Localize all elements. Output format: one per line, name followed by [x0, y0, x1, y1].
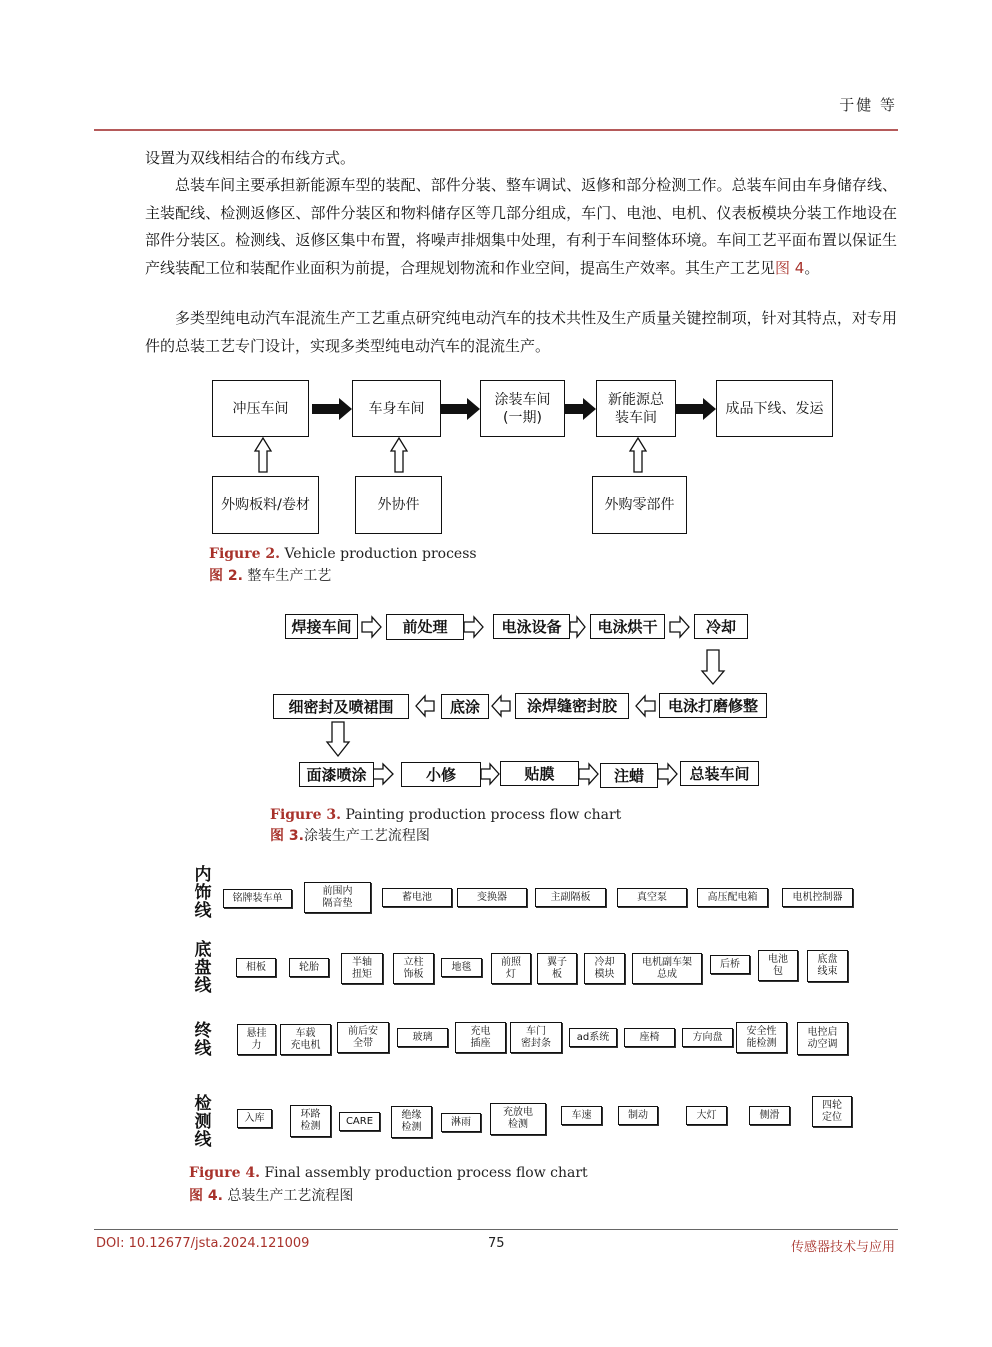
paragraph-3: 多类型纯电动汽车混流生产工艺重点研究纯电动汽车的技术共性及生产质量关键控制项，针对其特点，对专用件的总装工艺专门设计，实现多类型纯电动汽车的混流生产。	[145, 309, 897, 355]
thick-arrow-icon	[565, 398, 596, 420]
hollow-right-arrow-icon	[464, 617, 483, 637]
figure-3-label-zh: 图 3.	[270, 828, 304, 844]
flow-box-paint-shop: 涂装车间 (一期)	[480, 380, 565, 437]
flow-box-ev-assembly: 新能源总 装车间	[596, 380, 676, 437]
figure-4-caption-en-text: Final assembly production process flow chart	[264, 1165, 588, 1181]
assembly-item: 悬挂 力	[237, 1024, 276, 1055]
paint-step-ed-baking: 电泳烘干	[590, 614, 665, 639]
hollow-right-arrow-icon	[362, 617, 381, 637]
line-label-chassis: 底盘线	[194, 940, 212, 996]
figure-4-label-zh: 图 4.	[189, 1188, 223, 1204]
hollow-left-arrow-icon	[416, 696, 434, 716]
figure-4-caption-zh	[189, 1185, 353, 1205]
figure-2-caption-zh-text: 整车生产工艺	[247, 568, 332, 584]
figure-4-caption-en	[189, 1165, 588, 1181]
flow-box-outsourced-parts: 外协件	[355, 476, 442, 534]
hollow-right-arrow-icon	[481, 764, 499, 784]
assembly-item: 半轴 扭矩	[341, 953, 383, 984]
line-label-final: 终线	[194, 1021, 212, 1059]
figure-3-caption-en-text: Painting production process flow chart	[345, 807, 622, 823]
assembly-item: 冷却 模块	[584, 953, 625, 984]
assembly-item: 相板	[236, 958, 276, 977]
assembly-item: 绝缘 检测	[391, 1106, 432, 1138]
footer-page-number: 75	[488, 1236, 505, 1251]
figure-4-caption-zh-text: 总装生产工艺流程图	[227, 1188, 354, 1204]
assembly-item: 铭牌装车单	[223, 889, 292, 908]
assembly-item: 电机副车架 总成	[632, 953, 702, 984]
assembly-item: 充放电 检测	[490, 1103, 546, 1135]
assembly-item: 车速	[561, 1106, 602, 1125]
thick-arrow-icon	[312, 398, 352, 420]
footer-journal-name: 传感器技术与应用	[790, 1240, 895, 1255]
hollow-down-arrow-icon	[327, 722, 349, 756]
figure-2-caption-en-text: Vehicle production process	[284, 546, 477, 562]
paint-step-cooling: 冷却	[694, 614, 748, 639]
figure-2-label-zh: 图 2.	[209, 568, 243, 584]
assembly-item: ad系统	[569, 1028, 617, 1047]
footer-rule	[94, 1229, 898, 1230]
figure-2-caption-en	[209, 546, 477, 562]
hollow-right-arrow-icon	[373, 764, 393, 784]
figure-3-caption-zh-text: 涂装生产工艺流程图	[303, 828, 430, 844]
paragraph-2-text: 总装车间主要承担新能源车型的装配、部件分装、整车调试、返修和部分检测工作。总装车间由车身储存线、主装配线、检测返修区、部件分装区和物料储存区等几部分组成，车门、电池、电机、仪表板模块分装工作地设在部件分装区。检测线、返修区集中布置，将噪声排烟集中处理，有利于车间整体环境。车间工艺平面布置以保证生产线装配工位和装配作业面积为前提，合理规划物流和作业空间，提高生产效率。其生产工艺见	[145, 176, 897, 277]
assembly-item: 制动	[618, 1106, 658, 1125]
hollow-up-arrow-icon	[391, 438, 407, 472]
line-label-inspection: 检测线	[194, 1094, 212, 1150]
assembly-item: 真空泵	[617, 888, 687, 907]
figure-2	[0, 0, 992, 600]
flow-box-body-shop: 车身车间	[352, 380, 441, 437]
hollow-left-arrow-icon	[636, 696, 655, 716]
flow-box-stamping: 冲压车间	[212, 380, 309, 437]
hollow-right-arrow-icon	[570, 617, 585, 637]
hollow-right-arrow-icon	[670, 617, 689, 637]
assembly-item: 前围内 隔音垫	[304, 882, 371, 913]
hollow-right-arrow-icon	[658, 764, 677, 784]
paint-step-minor-repair: 小修	[401, 762, 481, 787]
assembly-item: 主副隔板	[535, 888, 606, 907]
assembly-item: CARE	[339, 1112, 380, 1131]
assembly-item: 入库	[237, 1109, 272, 1128]
assembly-item: 变换器	[457, 888, 527, 907]
assembly-item: 方向盘	[682, 1028, 733, 1047]
assembly-item: 蓄电池	[382, 888, 452, 907]
paint-step-assembly-shop: 总装车间	[680, 761, 759, 786]
hollow-left-arrow-icon	[492, 696, 510, 716]
header-author: 于健 等	[839, 96, 897, 114]
hollow-right-arrow-icon	[579, 764, 598, 784]
assembly-item: 车门 密封条	[510, 1022, 562, 1053]
assembly-item: 电机控制器	[782, 888, 853, 907]
assembly-item: 大灯	[686, 1106, 727, 1125]
figure-3-label-en: Figure 3.	[270, 807, 341, 823]
figure-2-label-en: Figure 2.	[209, 546, 280, 562]
paint-step-pretreatment: 前处理	[386, 614, 464, 640]
assembly-item: 立柱 饰板	[393, 953, 434, 984]
flow-box-purchased-sheet: 外购板料/卷材	[212, 476, 319, 534]
figure-2-caption-zh	[209, 565, 331, 585]
assembly-item: 电控启 动空调	[797, 1022, 848, 1055]
paragraph-2	[145, 172, 897, 282]
hollow-up-arrow-icon	[630, 438, 646, 472]
paint-step-film: 贴膜	[500, 761, 579, 786]
figure-3-caption-en	[270, 807, 621, 823]
thick-arrow-icon	[441, 398, 480, 420]
paint-step-ed-sanding: 电泳打磨修整	[659, 693, 767, 718]
flow-box-purchased-components: 外购零部件	[592, 476, 687, 534]
assembly-item: 淋雨	[441, 1113, 481, 1132]
paint-step-topcoat: 面漆喷涂	[299, 762, 374, 787]
footer-doi-link[interactable]: DOI: 10.12677/jsta.2024.121009	[96, 1236, 310, 1251]
assembly-item: 后桥	[710, 955, 750, 974]
assembly-item: 地毯	[441, 958, 482, 977]
paint-step-welding-shop: 焊接车间	[285, 614, 358, 639]
figure-3-caption-zh	[270, 825, 430, 845]
assembly-item: 侧滑	[749, 1106, 790, 1125]
assembly-item: 底盘 线束	[807, 950, 848, 982]
paragraph-1: 设置为双线相结合的布线方式。	[145, 149, 356, 167]
figure-2-arrows	[0, 0, 992, 600]
paint-step-underbody: 底涂	[441, 694, 489, 719]
hollow-up-arrow-icon	[255, 438, 271, 472]
paint-step-wax: 注蜡	[600, 763, 658, 788]
paint-step-seam-sealing: 涂焊缝密封胶	[515, 693, 629, 719]
assembly-item: 车载 充电机	[280, 1024, 331, 1055]
assembly-item: 玻璃	[397, 1028, 448, 1047]
assembly-item: 四轮 定位	[812, 1096, 852, 1127]
assembly-item: 前照 灯	[491, 953, 531, 984]
assembly-item: 电池 包	[758, 950, 798, 981]
header-rule	[94, 129, 898, 131]
assembly-item: 轮胎	[289, 958, 329, 977]
line-label-interior: 内饰线	[194, 865, 212, 921]
hollow-down-arrow-icon	[702, 650, 724, 684]
assembly-item: 座椅	[624, 1028, 675, 1047]
assembly-item: 高压配电箱	[697, 888, 768, 907]
paint-step-fine-sealing-skirt: 细密封及喷裙围	[273, 694, 409, 719]
assembly-item: 翼子 板	[537, 953, 577, 984]
assembly-item: 环路 检测	[290, 1105, 331, 1137]
assembly-item: 安全性 能检测	[736, 1022, 787, 1053]
assembly-item: 充电 插座	[455, 1022, 506, 1053]
paint-step-ed-equipment: 电泳设备	[493, 614, 570, 639]
paragraph-2-end: 。	[804, 258, 820, 277]
figure-4-reference-link[interactable]: 图 4	[775, 258, 805, 277]
assembly-item: 前后安 全带	[337, 1022, 389, 1053]
figure-4-label-en: Figure 4.	[189, 1165, 260, 1181]
thick-arrow-icon	[676, 398, 716, 420]
flow-box-shipment: 成品下线、发运	[716, 380, 833, 437]
